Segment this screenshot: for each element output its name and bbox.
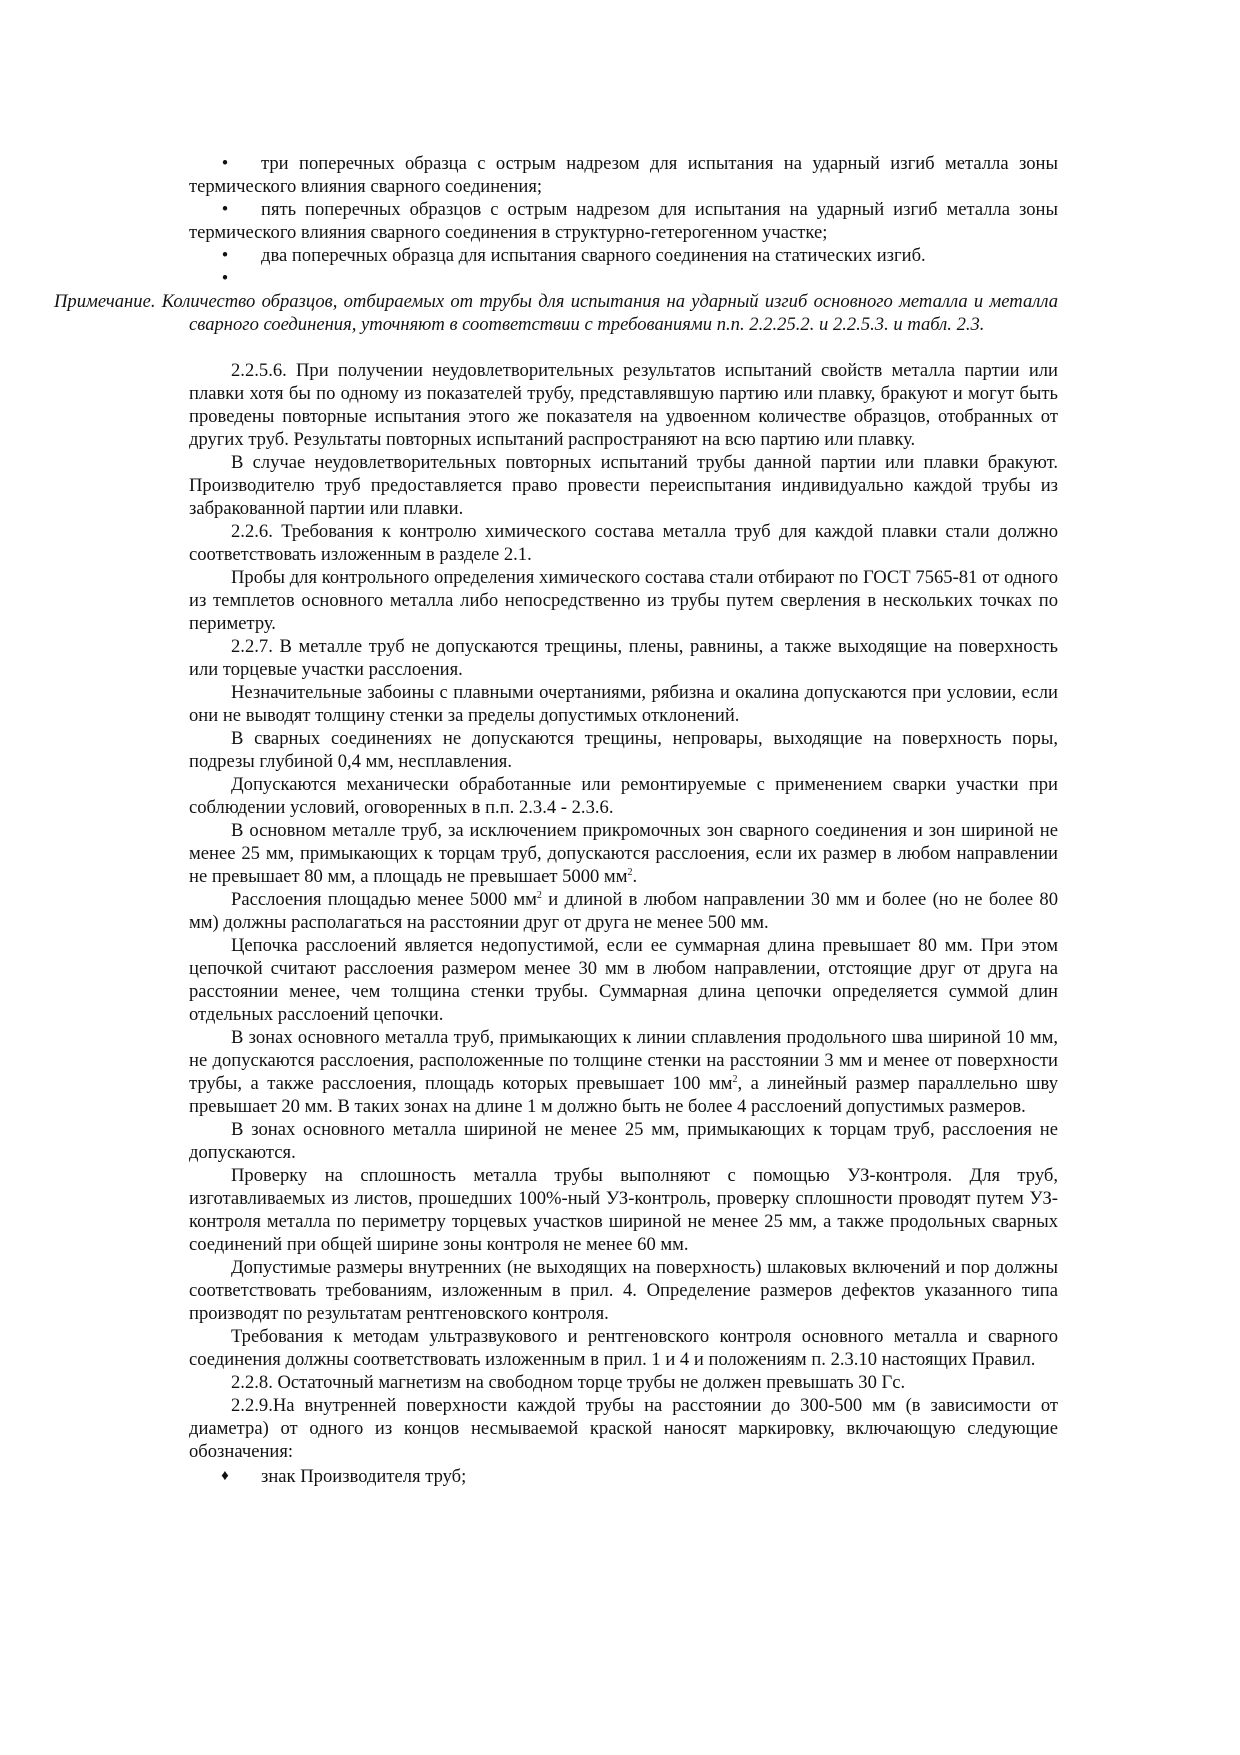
list-item: • два поперечных образца для испытания сварного соединения на статических изгиб.: [189, 244, 1058, 267]
diamond-bullet-icon: ♦: [221, 1468, 229, 1484]
empty-list-item: [189, 267, 1058, 290]
paragraph: В случае неудовлетворительных повторных испытаний трубы данной партии или плавки бракуют. Производителю труб предоставляется право провести переиспытания индивидуально каждой трубы из забракованной партии или плавки.: [189, 452, 1058, 519]
paragraph: В зонах основного металла шириной не менее 25 мм, примыкающих к торцам труб, расслоения не допускаются.: [189, 1119, 1058, 1163]
document-page: [54, 152, 1059, 1488]
paragraph: Цепочка расслоений является недопустимой, если ее суммарная длина превышает 80 мм. При этом цепочкой считают расслоения размером менее 30 мм в любом направлении, отстоящие друг от друга на расстоянии менее, чем толщина стенки трубы. Суммарная длина цепочки определяется суммой длин отдельных расслоений цепочки.: [189, 935, 1058, 1025]
paragraph-2-2-6: 2.2.6. Требования к контролю химического состава металла труб для каждой плавки стали должно соответствовать изложенным в разделе 2.1.: [189, 521, 1058, 565]
paragraph: В основном металле труб, за исключением прикромочных зон сварного соединения и зон шириной не менее 25 мм, примыкающих к торцам труб, допускаются расслоения, если их размер в любом направлении не превышает 80 мм, а площадь не превышает 5000 $мм^2$.: [189, 820, 1058, 887]
paragraph: Расслоения площадью менее 5000 $мм^2$ и длиной в любом направлении 30 мм и более (но не более 80 мм) должны располагаться на расстоянии друг от друга не менее 500 мм.: [189, 889, 1059, 933]
paragraph-2-2-9: 2.2.9.На внутренней поверхности каждой трубы на расстоянии до 300-500 мм (в зависимости от диаметра) от одного из концов несмываемой краской наносят маркировку, включающую следующие обозначения:: [189, 1395, 1058, 1462]
paragraph-2-2-7: 2.2.7. В металле труб не допускаются трещины, плены, равнины, а также выходящие на поверхность или торцевые участки расслоения.: [189, 636, 1058, 680]
paragraph-2-2-8: 2.2.8. Остаточный магнетизм на свободном торце трубы не должен превышать 30 Гс.: [231, 1372, 906, 1393]
bullet-icon: •: [221, 268, 229, 289]
paragraph-2-2-5-6: 2.2.5.6. При получении неудовлетворительных результатов испытаний свойств металла партии или плавки хотя бы по одному из показателей трубу, представлявшую партию или плавку, бракуют и могут быть проведены повторные испытания этого же показателя на удвоенном количестве образцов, отобранных от других труб. Результаты повторных испытаний распространяют на всю партию или плавку.: [189, 360, 1058, 450]
bullet-icon: •: [221, 199, 229, 220]
paragraph: В сварных соединениях не допускаются трещины, непровары, выходящие на поверхность поры, подрезы глубиной 0,4 мм, несплавления.: [189, 728, 1058, 772]
bullet-icon: •: [221, 245, 229, 266]
list-item: • пять поперечных образцов с острым надрезом для испытания на ударный изгиб металла зоны термического влияния сварного соединения в структурно-гетерогенном участке;: [189, 199, 1058, 243]
paragraph: Требования к методам ультразвукового и рентгеновского контроля основного металла и сварного соединения должны соответствовать изложенным в прил. 1 и 4 и положениям п. 2.3.10 настоящих Правил.: [189, 1326, 1058, 1370]
paragraph: Допускаются механически обработанные или ремонтируемые с применением сварки участки при соблюдении условий, оговоренных в п.п. 2.3.4 - 2.3.6.: [189, 774, 1058, 818]
paragraph: Пробы для контрольного определения химического состава стали отбирают по ГОСТ 7565-81 от одного из темплетов основного металла либо непосредственно из трубы путем сверления в нескольких точках по периметру.: [189, 567, 1058, 634]
paragraph: Незначительные забоины с плавными очертаниями, рябизна и окалина допускаются при условии, если они не выводят толщину стенки за пределы допустимых отклонений.: [189, 682, 1058, 726]
bullet-icon: •: [221, 153, 229, 174]
paragraph: В зонах основного металла труб, примыкающих к линии сплавления продольного шва шириной 10 мм, не допускаются расслоения, расположенные по толщине стенки на расстоянии 3 мм и менее от поверхности трубы, а также расслоения, площадь которых превышает 100 $мм^2$, а линейный размер параллельно шву превышает 20 мм. В таких зонах на длине 1 м должно быть не более 4 расслоений допустимых размеров.: [189, 1027, 1058, 1117]
spacer: [189, 336, 1058, 359]
note-paragraph: Примечание. Количество образцов, отбираемых от трубы для испытания на ударный изгиб основного металла и металла сварного соединения, уточняют в соответствии с требованиями п.п. 2.2.25.2. и 2.2.5.3. и табл. 2.3.: [54, 291, 1058, 335]
paragraph: Проверку на сплошность металла трубы выполняют с помощью УЗ-контроля. Для труб, изготавливаемых из листов, прошедших 100%-ный УЗ-контроль, проверку сплошности проводят путем УЗ-контроля металла по периметру торцевых участков шириной не менее 25 мм, а также продольных сварных соединений при общей ширине зоны контроля не менее 60 мм.: [189, 1165, 1058, 1255]
list-item: • три поперечных образца с острым надрезом для испытания на ударный изгиб металла зоны термического влияния сварного соединения;: [189, 153, 1058, 197]
paragraph: Допустимые размеры внутренних (не выходящих на поверхность) шлаковых включений и пор должны соответствовать требованиям, изложенным в прил. 4. Определение размеров дефектов указанного типа производят по результатам рентгеновского контроля.: [189, 1257, 1058, 1324]
list-item: ♦ знак Производителя труб;: [189, 1465, 1058, 1488]
